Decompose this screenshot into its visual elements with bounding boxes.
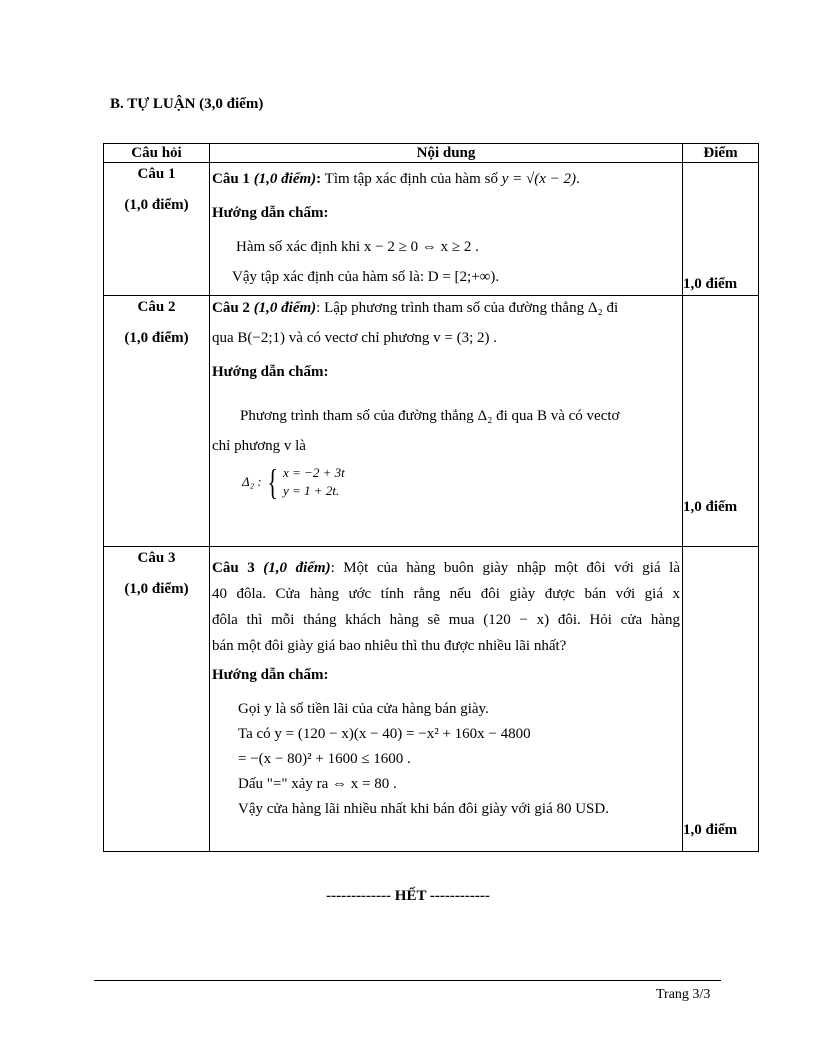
question-cell [104, 163, 210, 296]
question-number: Câu 2 [137, 299, 176, 315]
guide-label: Hướng dẫn chấm: [212, 364, 329, 380]
header-question: Câu hỏi [104, 144, 210, 163]
content-cell [210, 296, 683, 547]
table-row [104, 547, 759, 852]
score-cell [683, 296, 759, 547]
system-eq: x = −2 + 3t [283, 465, 345, 480]
system-label: Δ₂ : [242, 474, 262, 489]
answer-line: Gọi y là số tiền lãi của cửa hàng bán giày. [238, 701, 489, 717]
section-title: B. TỰ LUẬN (3,0 điểm) [110, 96, 264, 112]
score-value: 1,0 điểm [683, 499, 738, 515]
brace-icon: { [267, 462, 278, 502]
question-number: Câu 1 [137, 166, 176, 182]
table-row [104, 163, 759, 296]
header-score: Điểm [683, 144, 759, 163]
header-content: Nội dung [210, 144, 683, 163]
score-value: 1,0 điểm [683, 276, 738, 292]
content-cell [210, 163, 683, 296]
question-points: (1,0 điểm) [124, 197, 189, 213]
answer-line: chỉ phương v là [212, 438, 306, 454]
question-points: (1,0 điểm) [124, 330, 189, 346]
question-cell [104, 547, 210, 852]
answer-line: Ta có y = (120 − x)(x − 40) = −x² + 160x − 4800 [238, 726, 531, 742]
prompt-math: y = √(x − 2) [501, 171, 576, 187]
footer-divider [94, 980, 721, 981]
answer-line: Phương trình tham số của đường thẳng Δ₂ đi qua B và có vectơ [240, 408, 620, 424]
question-prompt: Câu 2 (1,0 điểm): Lập phương trình tham số của đường thẳng Δ₂ đi [212, 300, 619, 316]
question-prompt: Câu 1 (1,0 điểm): Tìm tập xác định của hàm số y = √(x − 2). [212, 171, 580, 187]
question-prompt-cont: qua B(−2;1) và có vectơ chỉ phương v = (3; 2) . [212, 330, 498, 346]
question-prompt: Câu 3 (1,0 điểm): Một của hàng buôn giày nhập một đôi với giá là [212, 560, 680, 576]
guide-label: Hướng dẫn chấm: [212, 205, 329, 221]
answer-table [103, 143, 759, 852]
question-prompt-cont: 40 đôla. Cửa hàng ước tính rằng nếu đôi giày được bán với giá x [212, 586, 680, 602]
content-cell [210, 547, 683, 852]
score-value: 1,0 điểm [683, 822, 738, 838]
system-eq: y = 1 + 2t. [283, 483, 340, 498]
end-marker: ------------- HẾT ------------ [326, 888, 490, 904]
answer-line: = −(x − 80)² + 1600 ≤ 1600 . [238, 751, 411, 767]
score-cell [683, 163, 759, 296]
guide-label: Hướng dẫn chấm: [212, 667, 329, 683]
answer-line: Dấu "=" xảy ra ⇔ x = 80 . [238, 776, 397, 792]
page-number: Trang 3/3 [656, 987, 711, 1002]
question-prompt-cont: bán một đôi giày giá bao nhiêu thì thu được nhiều lãi nhất? [212, 638, 567, 654]
answer-line: Hàm số xác định khi x − 2 ≥ 0 ⇔ x ≥ 2 . [236, 239, 479, 255]
answer-line: Vậy tập xác định của hàm số là: D = [2;+∞). [232, 269, 500, 285]
table-header-row [104, 144, 759, 163]
question-prompt-cont: đôla thì mỗi tháng khách hàng sẽ mua (120 − x) đôi. Hỏi cửa hàng [212, 612, 680, 628]
question-cell [104, 296, 210, 547]
answer-line: Vậy cửa hàng lãi nhiều nhất khi bán đôi giày với giá 80 USD. [238, 801, 609, 817]
score-cell [683, 547, 759, 852]
question-points: (1,0 điểm) [124, 581, 189, 597]
table-row [104, 296, 759, 547]
question-number: Câu 3 [137, 550, 176, 566]
equation-system [212, 464, 680, 500]
